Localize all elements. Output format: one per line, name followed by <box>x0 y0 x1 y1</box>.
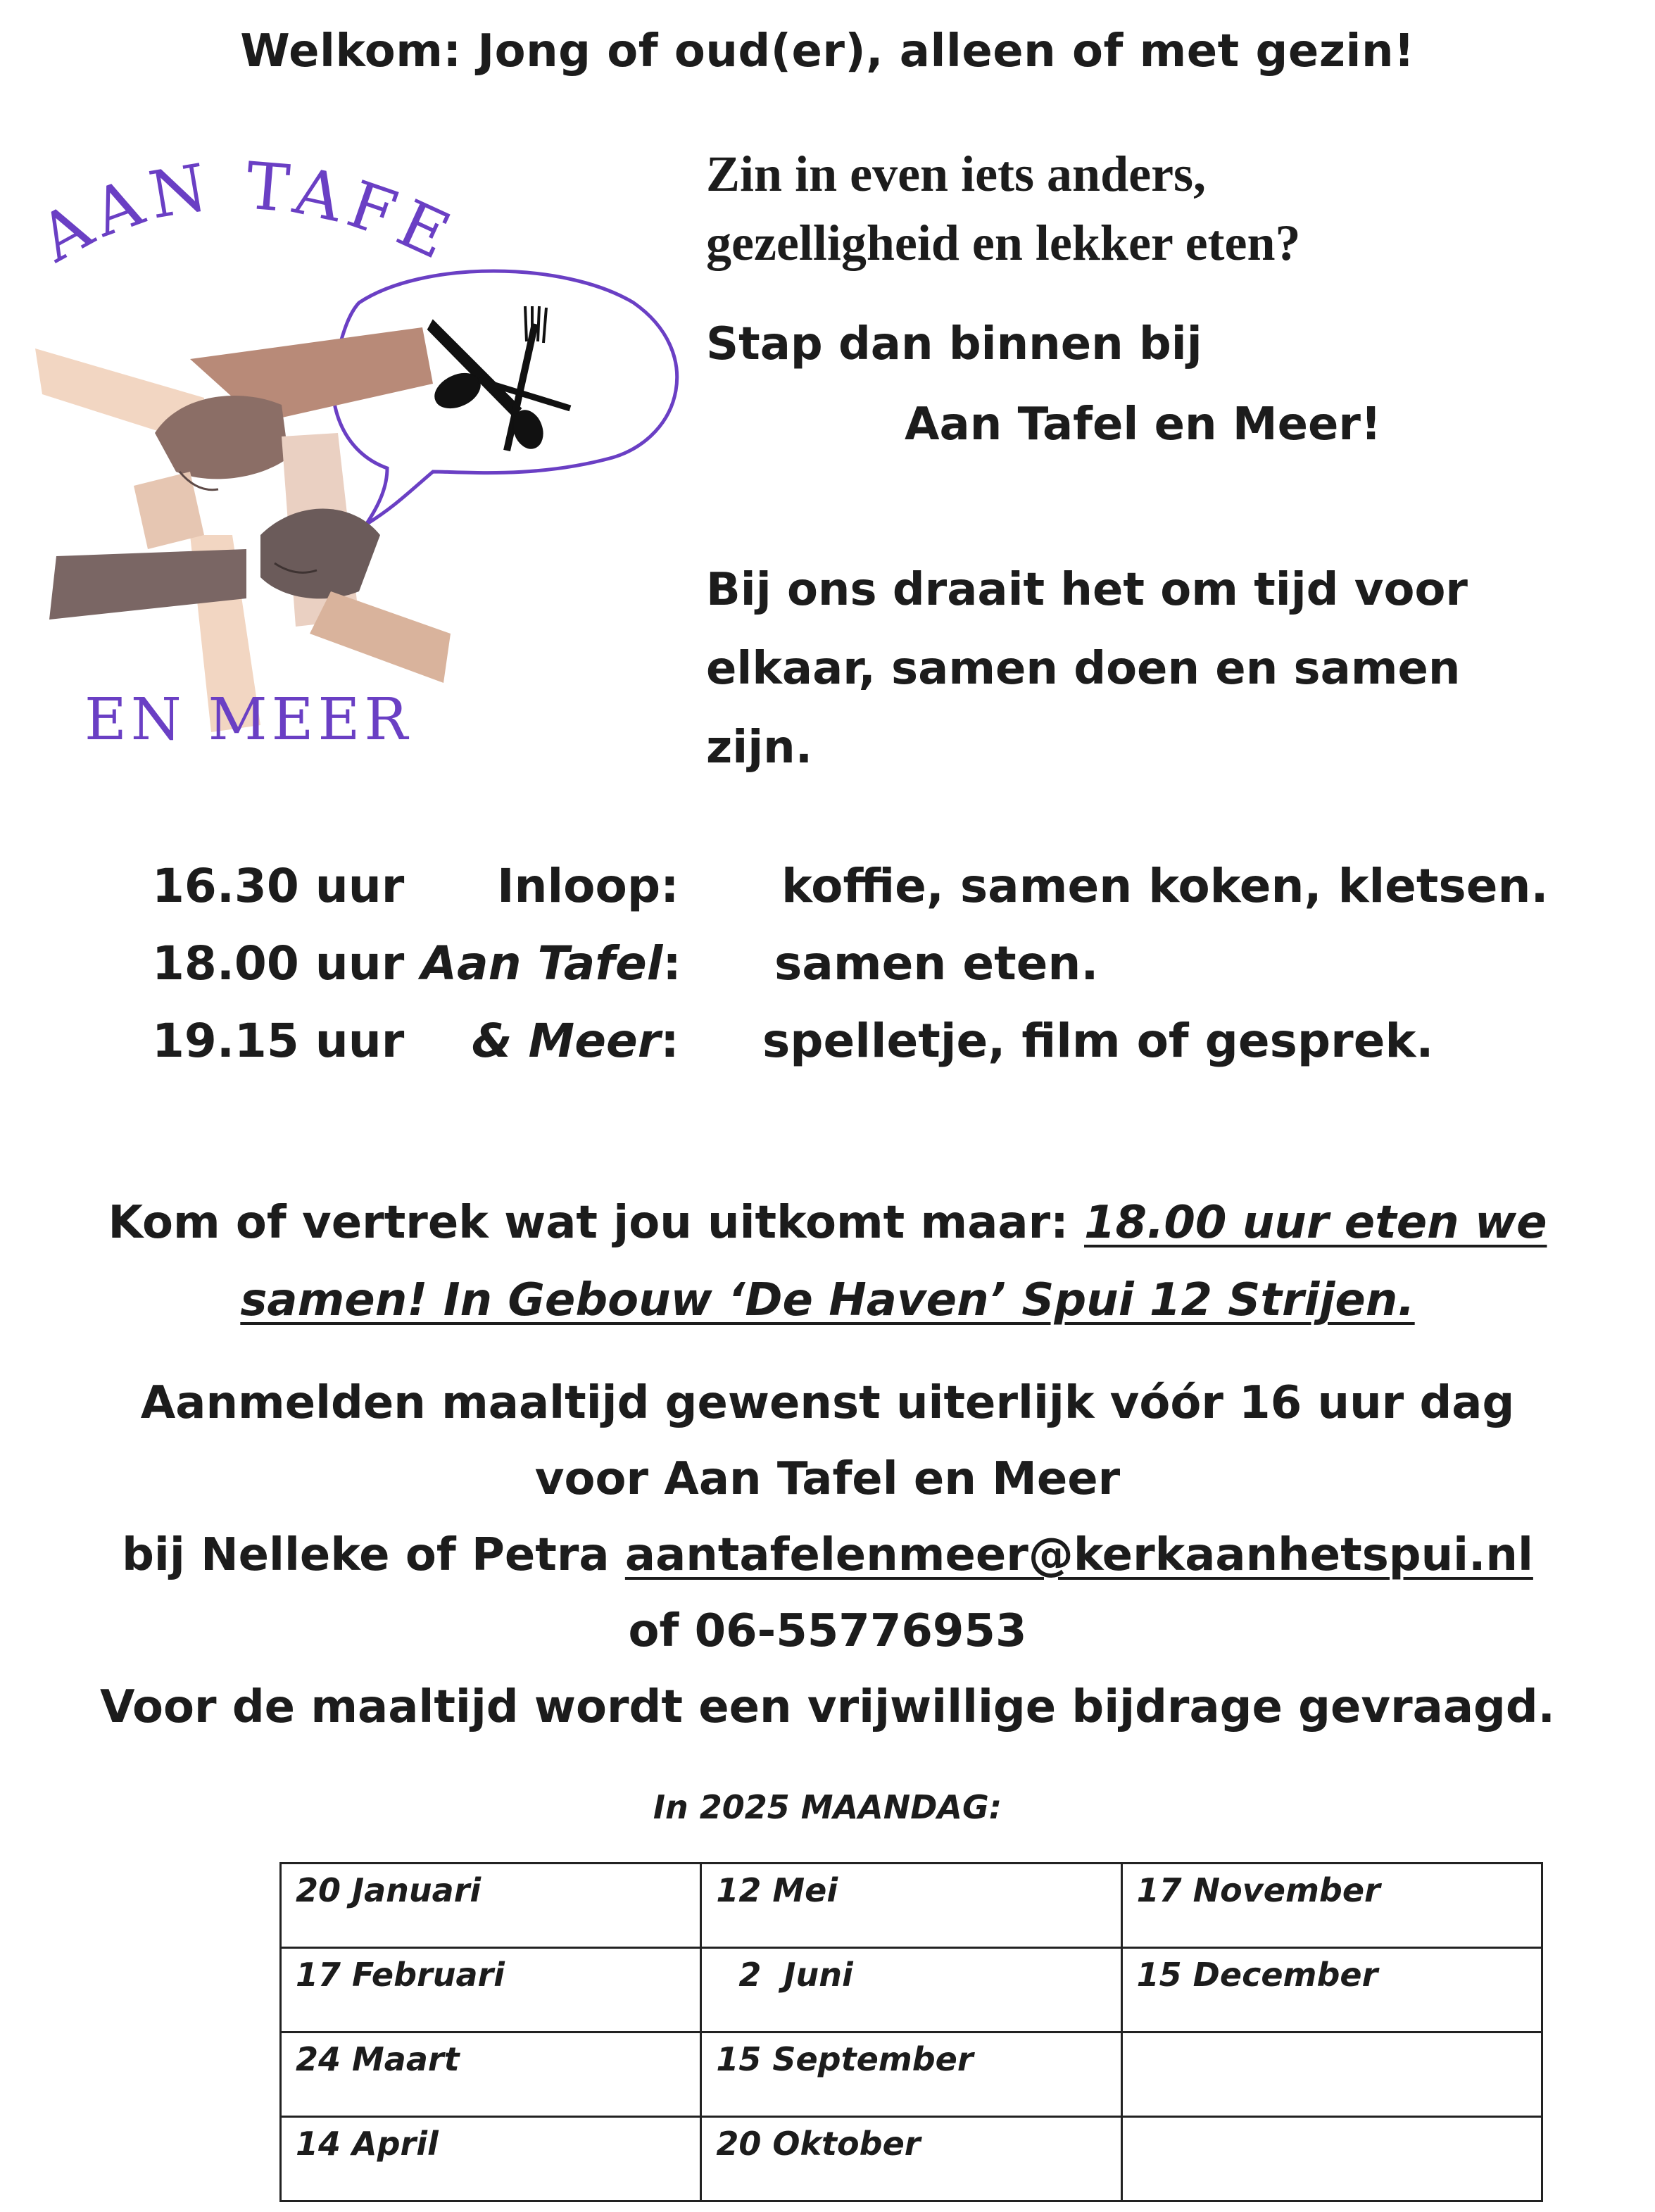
svg-text:AAN TAFEL <box>28 141 467 277</box>
date-cell: 2 Juni <box>701 1948 1121 2032</box>
schedule-time: 18.00 uur <box>152 936 405 991</box>
table-row <box>281 2032 1542 2117</box>
table-row <box>281 2117 1542 2201</box>
logo-top-text: AAN TAFE <box>28 148 467 277</box>
email-link[interactable]: aantafelenmeer@kerkaanhetspui.nl <box>624 1529 1533 1581</box>
logo-graphic <box>28 141 683 774</box>
cutlery-icon <box>428 306 570 453</box>
intro-bij-ons-line-2: elkaar, samen doen en samen <box>706 643 1461 695</box>
kom-time-underlined: 18.00 uur eten we <box>1084 1197 1547 1249</box>
schedule-label: Aan Tafel: <box>421 936 681 991</box>
table-row <box>281 1864 1542 1948</box>
intro-bij-ons <box>706 551 1593 787</box>
schedule-desc: spelletje, film of gesprek. <box>762 1014 1434 1068</box>
date-cell: 24 Maart <box>281 2032 701 2117</box>
bijdrage-line: Voor de maaltijd wordt een vrijwillige bijdrage gevraagd. <box>100 1681 1555 1733</box>
intro-question-line-2: gezelligheid en lekker eten? <box>706 215 1301 271</box>
aanmelden-line-1: Aanmelden maaltijd gewenst uiterlijk vóór 16 uur dag <box>140 1377 1515 1429</box>
dates-title: In 2025 MAANDAG: <box>653 1788 1002 1826</box>
schedule-label: & Meer: <box>472 1014 679 1068</box>
intro-bij-ons-line-3: zijn. <box>706 722 812 774</box>
date-cell: 14 April <box>281 2117 701 2201</box>
intro-question-line-1: Zin in even iets anders, <box>706 146 1207 202</box>
schedule-time: 16.30 uur <box>152 859 405 913</box>
date-cell: 20 Oktober <box>701 2117 1121 2201</box>
logo-bottom-text: EN MEER <box>84 686 413 753</box>
intro-stap: Stap dan binnen bij <box>706 318 1202 370</box>
table-row <box>281 1948 1542 2032</box>
schedule-desc: samen eten. <box>774 936 1099 991</box>
phone-line: of 06-55776953 <box>628 1605 1027 1657</box>
logo <box>28 141 683 774</box>
date-cell: 20 Januari <box>281 1864 701 1948</box>
date-cell: 17 Februari <box>281 1948 701 2032</box>
date-cell: 17 November <box>1121 1864 1542 1948</box>
dates-table <box>279 1862 1543 2202</box>
schedule-label: Inloop: <box>497 859 679 913</box>
schedule-desc: koffie, samen koken, kletsen. <box>781 859 1549 913</box>
date-cell: 12 Mei <box>701 1864 1121 1948</box>
date-cell: 15 September <box>701 2032 1121 2117</box>
intro-aan-tafel: Aan Tafel en Meer! <box>905 398 1382 451</box>
date-cell: 15 December <box>1121 1948 1542 2032</box>
kom-line-2: samen! In Gebouw ‘De Haven’ Spui 12 Strijen. <box>240 1274 1415 1326</box>
welcome-heading: Welkom: Jong of oud(er), alleen of met gezin! <box>240 25 1415 77</box>
kom-line-1: Kom of vertrek wat jou uitkomt maar: 18.00 uur eten we <box>108 1197 1547 1249</box>
schedule-time: 19.15 uur <box>152 1014 405 1068</box>
hands-icon <box>35 327 451 732</box>
intro-question <box>706 139 1621 277</box>
contact-line: bij Nelleke of Petra aantafelenmeer@kerkaanhetspui.nl <box>122 1529 1533 1581</box>
aanmelden-line-2: voor Aan Tafel en Meer <box>534 1453 1121 1505</box>
date-cell <box>1121 2032 1542 2117</box>
date-cell <box>1121 2117 1542 2201</box>
intro-bij-ons-line-1: Bij ons draait het om tijd voor <box>706 564 1468 616</box>
